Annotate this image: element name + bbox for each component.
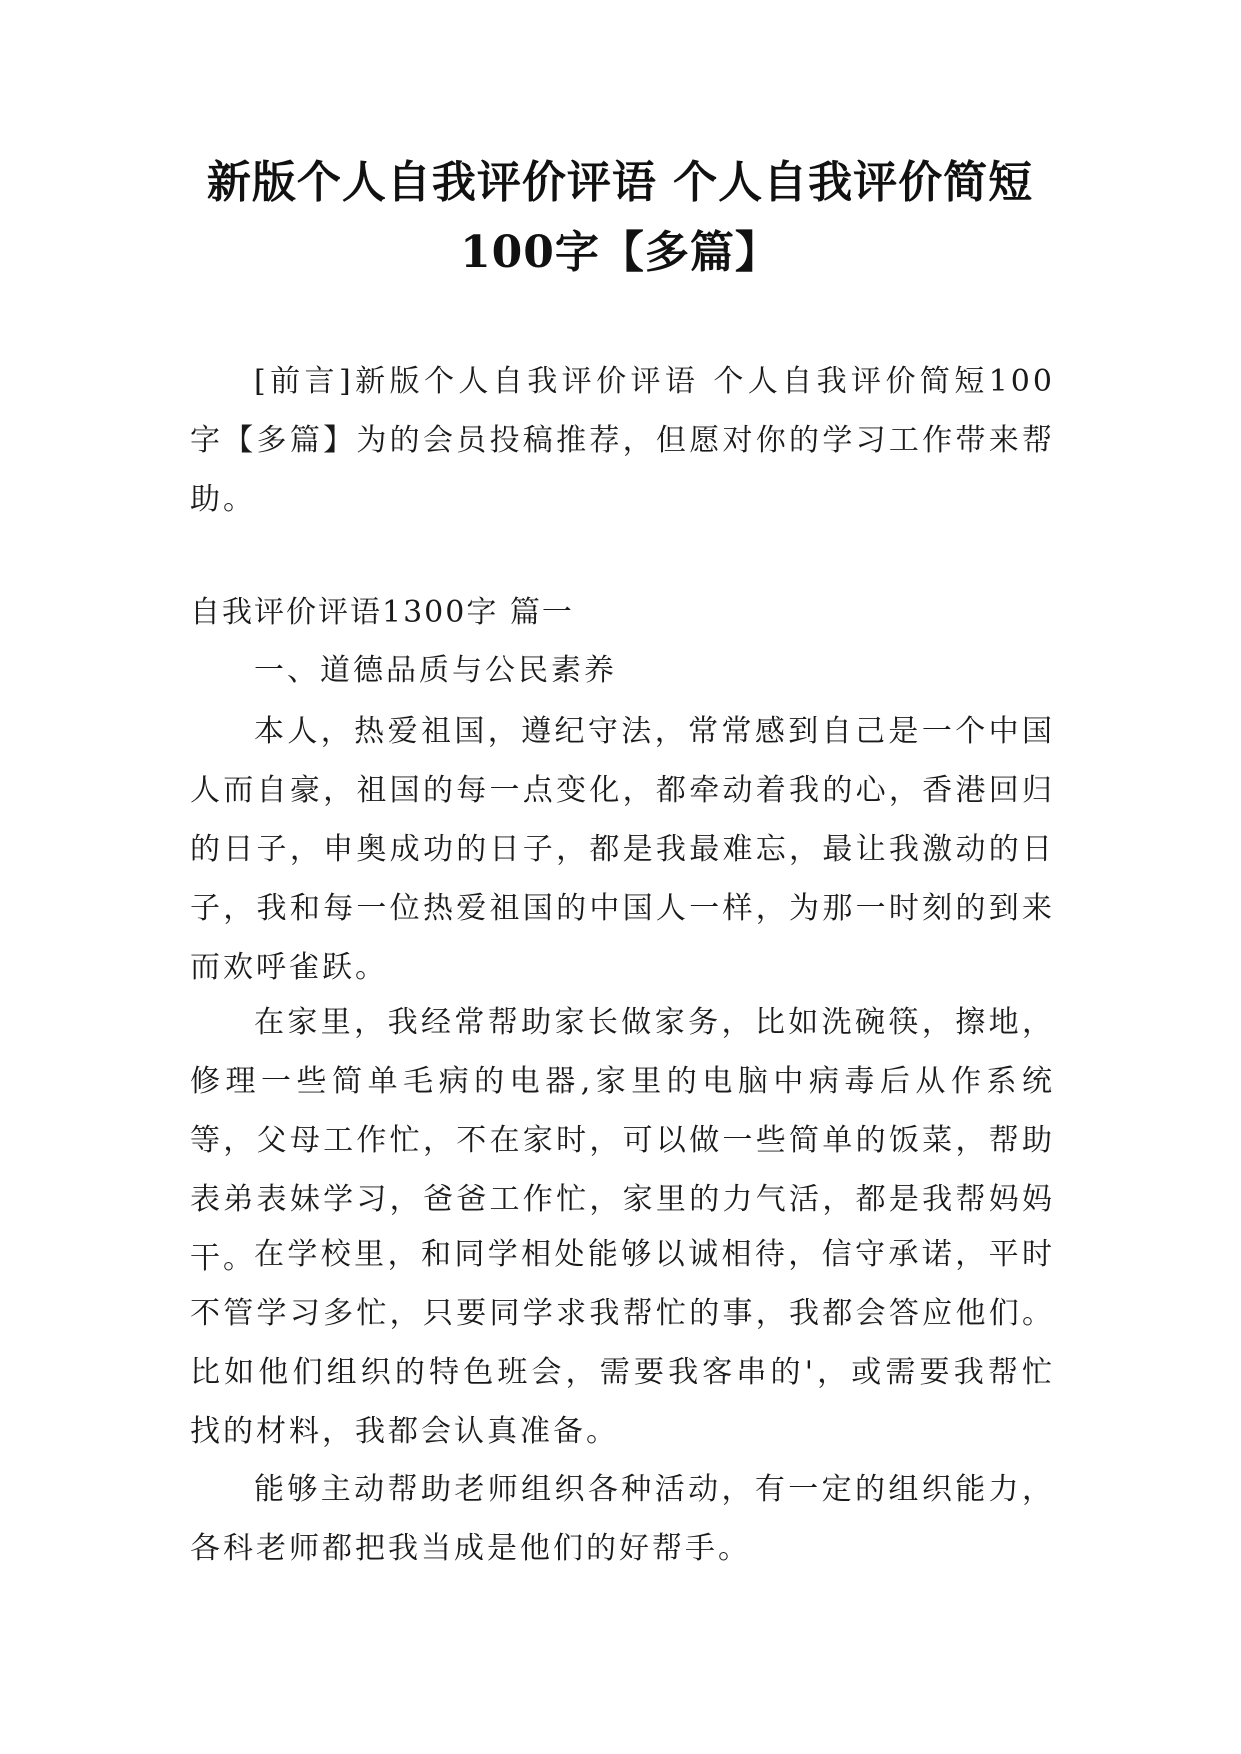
sub-heading: 一、道德品质与公民素养 — [254, 653, 617, 688]
title-line-1: 新版个人自我评价评语 个人自我评价简短 — [206, 157, 1034, 208]
document-title — [140, 148, 1100, 288]
body-paragraph-2: 在家里，我经常帮助家长做家务，比如洗碗筷，擦地，修理一些简单毛病的电器,家里的电脑中病毒后从作系统等，父母工作忙，不在家时，可以做一些简单的饭菜，帮助表弟表妹学习，爸爸工作忙，家里的力气活，都是我帮妈妈干。 — [190, 1005, 1055, 1276]
preface-paragraph: [前言]新版个人自我评价评语 个人自我评价简短100字【多篇】为的会员投稿推荐，但愿对你的学习工作带来帮助。 — [190, 364, 1055, 517]
body-paragraph-3: 在学校里，和同学相处能够以诚相待，信守承诺，平时不管学习多忙，只要同学求我帮忙的事，我都会答应他们。比如他们组织的特色班会，需要我客串的'，或需要我帮忙找的材料，我都会认真准备。 — [190, 1237, 1055, 1449]
title-line-2: 100字【多篇】 — [460, 227, 780, 278]
body-paragraph-1: 本人，热爱祖国，遵纪守法，常常感到自己是一个中国人而自豪，祖国的每一点变化，都牵动着我的心，香港回归的日子，申奥成功的日子，都是我最难忘，最让我激动的日子，我和每一位热爱祖国的中国人一样，为那一时刻的到来而欢呼雀跃。 — [190, 714, 1055, 985]
section-heading: 自我评价评语1300字 篇一 — [190, 595, 574, 630]
body-paragraph-4: 能够主动帮助老师组织各种活动，有一定的组织能力，各科老师都把我当成是他们的好帮手。 — [190, 1472, 1055, 1566]
